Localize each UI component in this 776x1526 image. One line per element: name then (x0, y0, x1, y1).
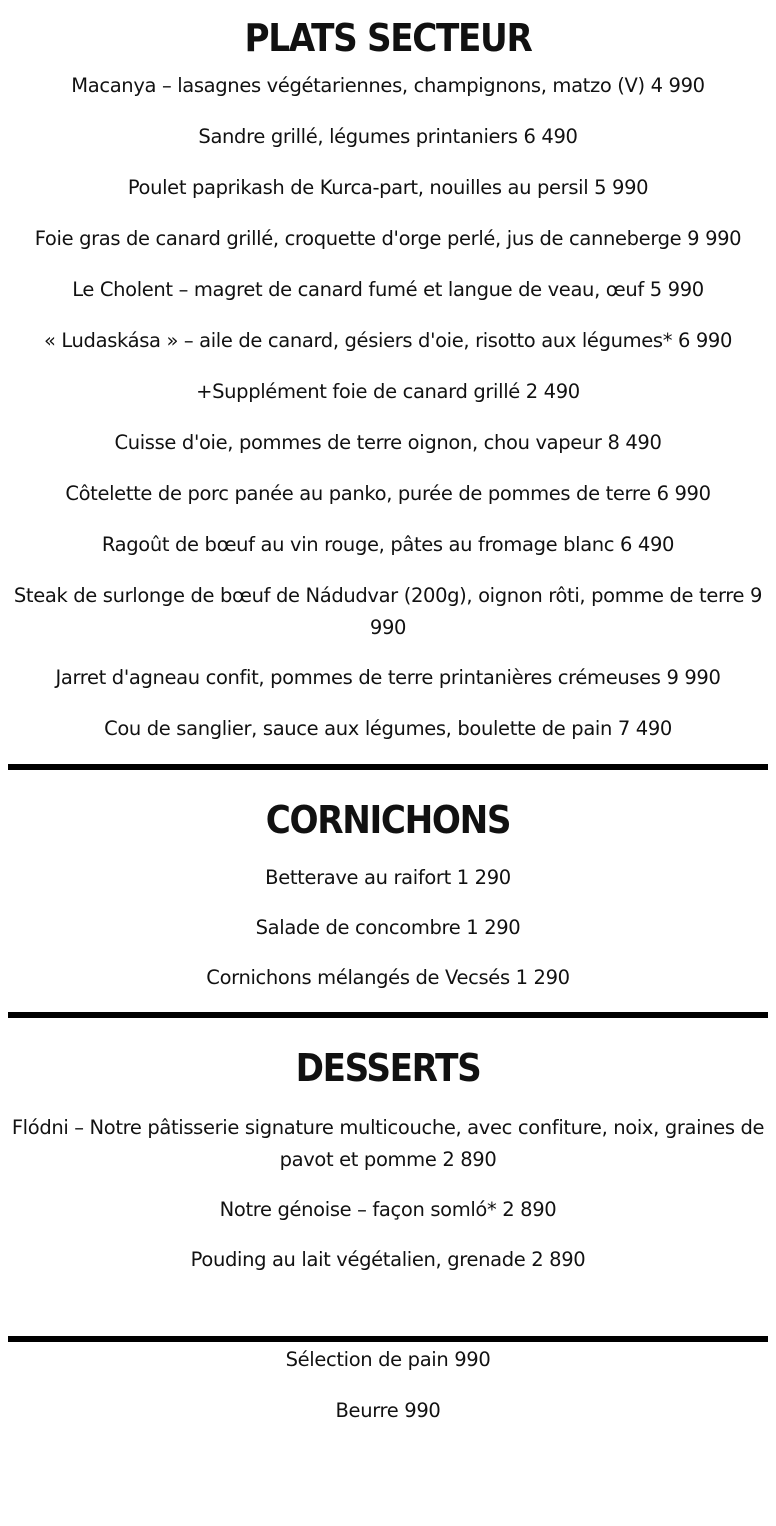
menu-item: Ragoût de bœuf au vin rouge, pâtes au fromage blanc 6 490 (101, 533, 675, 556)
menu-item: Flódni – Notre pâtisserie signature multicouche, avec confiture, noix, graines de pavot et pomme 2 890 (11, 1116, 765, 1171)
menu-item: Poulet paprikash de Kurca-part, nouilles au persil 5 990 (127, 176, 649, 199)
section-title: PLATS SECTEUR (244, 16, 532, 60)
menu-item: Côtelette de porc panée au panko, purée de pommes de terre 6 990 (65, 482, 711, 505)
section-plats-secteur (8, 0, 768, 745)
menu-item: Le Cholent – magret de canard fumé et langue de veau, œuf 5 990 (72, 278, 704, 301)
item-list (8, 862, 768, 994)
section-title: DESSERTS (295, 1046, 481, 1090)
section-extras (8, 1342, 768, 1427)
menu-item: Foie gras de canard grillé, croquette d'orge perlé, jus de canneberge 9 990 (34, 227, 742, 250)
menu-item: Macanya – lasagnes végétariennes, champignons, matzo (V) 4 990 (71, 74, 705, 97)
menu-item: +Supplément foie de canard grillé 2 490 (196, 380, 580, 403)
item-list (8, 1344, 768, 1427)
section-title: CORNICHONS (265, 798, 511, 842)
section-cornichons (8, 770, 768, 994)
menu-item: Jarret d'agneau confit, pommes de terre printanières crémeuses 9 990 (55, 666, 721, 689)
item-list (8, 1112, 768, 1276)
section-desserts (8, 1018, 768, 1276)
menu-item: Betterave au raifort 1 290 (265, 866, 511, 889)
menu-item: « Ludaskása » – aile de canard, gésiers d'oie, risotto aux légumes* 6 990 (43, 329, 733, 352)
menu-item: Cornichons mélangés de Vecsés 1 290 (206, 966, 570, 989)
menu-item: Salade de concombre 1 290 (255, 916, 521, 939)
menu-item: Cou de sanglier, sauce aux légumes, boulette de pain 7 490 (104, 717, 672, 740)
menu-item: Steak de surlonge de bœuf de Nádudvar (200g), oignon rôti, pomme de terre 9 990 (13, 584, 763, 639)
item-list (8, 70, 768, 745)
menu-item: Cuisse d'oie, pommes de terre oignon, chou vapeur 8 490 (114, 431, 662, 454)
menu-item: Sandre grillé, légumes printaniers 6 490 (198, 125, 578, 148)
menu-item: Notre génoise – façon somló* 2 890 (219, 1198, 557, 1221)
menu-item: Sélection de pain 990 (285, 1348, 491, 1371)
menu-item: Pouding au lait végétalien, grenade 2 890 (190, 1248, 586, 1271)
menu-item: Beurre 990 (335, 1399, 441, 1422)
